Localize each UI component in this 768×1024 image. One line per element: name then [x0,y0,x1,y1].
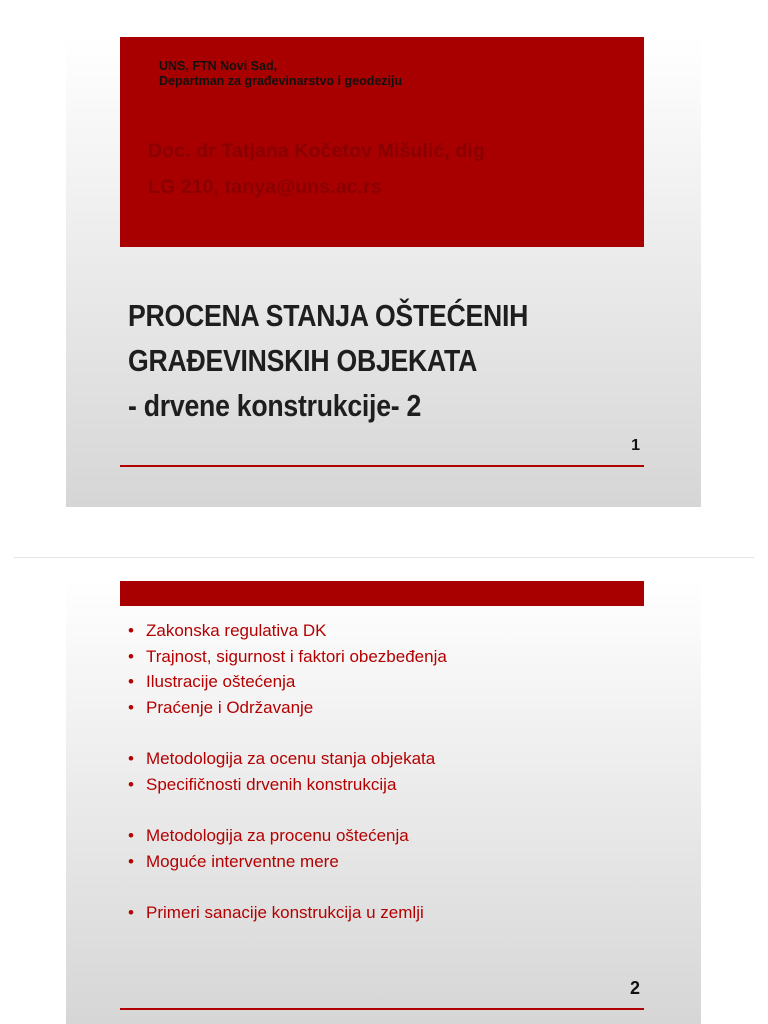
list-item-text: Praćenje i Održavanje [146,697,314,717]
title-line-1: PROCENA STANJA OŠTEĆENIH [128,298,529,333]
list-item [128,849,447,875]
slide-1 [66,37,701,507]
list-item-text: Primeri sanacije konstrukcija u zemlji [146,903,424,922]
footer-divider [120,465,644,467]
page-separator [14,557,754,558]
bullet-icon: • [128,774,134,794]
list-item [128,695,447,721]
bullet-icon: • [128,851,134,871]
list-item-text: Metodologija za ocenu stanja objekata [146,749,436,768]
bullet-icon: • [128,697,134,717]
list-item [128,746,447,772]
list-item-text: Ilustracije oštećenja [146,672,296,691]
institution [159,59,402,89]
title-line-3: - drvene konstrukcije- 2 [128,388,422,423]
institution-line-2: Departman za građevinarstvo i geodeziju [159,74,403,88]
bullet-icon: • [128,646,134,666]
list-item [128,669,447,695]
list-item [128,823,447,849]
page-number: 2 [629,978,640,998]
slide-title [128,293,528,428]
bullet-icon: • [128,749,134,768]
header-banner [120,581,644,606]
bullet-icon: • [128,826,134,845]
author-contact: LG 210, tanya@uns.ac.rs [148,176,382,198]
footer-divider [120,1008,644,1010]
author-info [148,133,485,205]
agenda-list [128,618,447,926]
list-item-text: Moguće interventne mere [146,851,339,871]
page-number: 1 [631,437,640,454]
author-name: Doc. dr Tatjana Kočetov Mišulić, dig [148,140,485,162]
bullet-icon: • [128,621,134,640]
bullet-icon: • [128,672,134,691]
header-banner [120,37,644,247]
list-item [128,644,447,670]
slide-2 [66,578,701,1024]
list-item-text: Zakonska regulativa DK [146,621,327,640]
bullet-icon: • [128,903,134,922]
list-item [128,618,447,644]
institution-line-1: UNS, FTN Novi Sad, [159,59,278,73]
list-item-text: Specifičnosti drvenih konstrukcija [146,774,397,794]
list-item [128,772,447,798]
title-line-2: GRAĐEVINSKIH OBJEKATA [128,343,478,378]
list-item-text: Trajnost, sigurnost i faktori obezbeđenja [146,646,447,666]
list-item-text: Metodologija za procenu oštećenja [146,826,409,845]
list-item [128,900,447,926]
